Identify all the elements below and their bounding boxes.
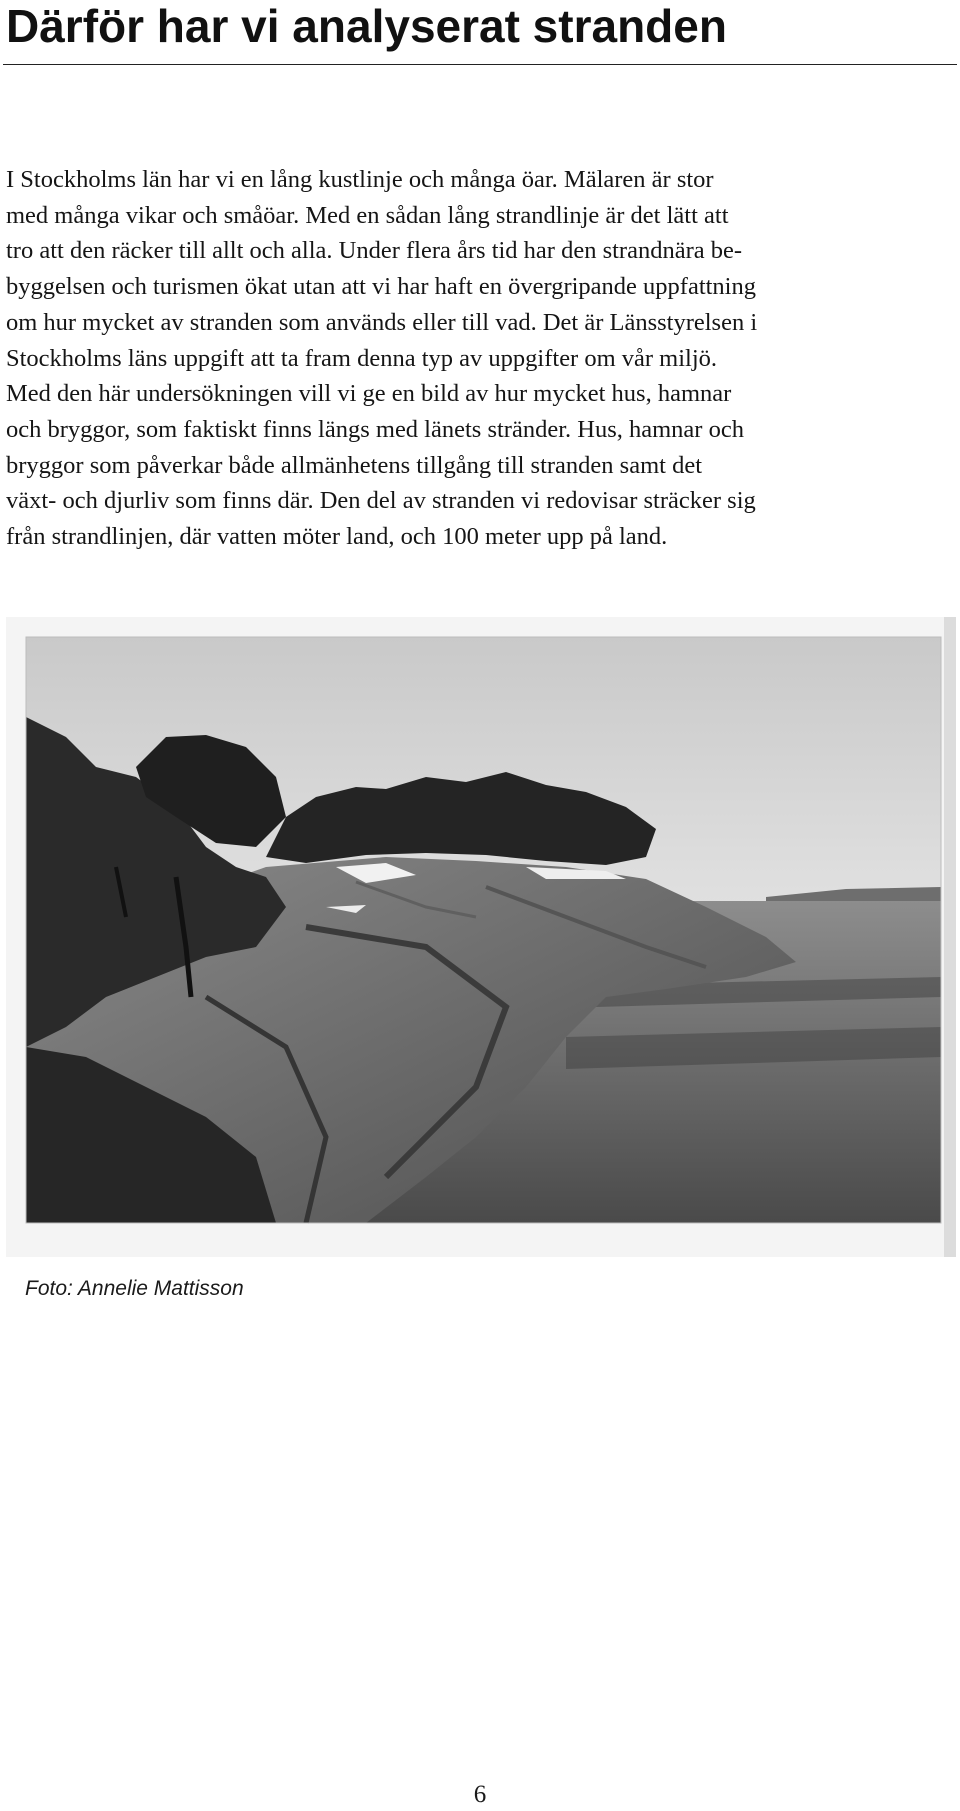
coastline-photo xyxy=(6,617,956,1257)
paragraph-line: byggelsen och turismen ökat utan att vi har haft en övergripande uppfattning xyxy=(6,273,756,301)
page-number: 6 xyxy=(473,1781,487,1808)
paragraph-line: från strandlinjen, där vatten möter land, och 100 meter upp på land. xyxy=(6,523,668,551)
paragraph-line: Stockholms läns uppgift att ta fram denna typ av uppgifter om vår miljö. xyxy=(6,344,718,372)
paragraph-line: bryggor som påverkar både allmänhetens tillgång till stranden samt det xyxy=(6,451,703,479)
paragraph-line: växt- och djurliv som finns där. Den del av stranden vi redovisar sträcker sig xyxy=(6,487,756,515)
page-title: Därför har vi analyserat stranden xyxy=(6,0,727,52)
photo-caption: Foto: Annelie Mattisson xyxy=(25,1277,244,1300)
title-rule xyxy=(3,64,957,65)
paragraph-line: tro att den räcker till allt och alla. Under flera års tid har den strandnära be- xyxy=(6,237,743,265)
paragraph-line: Med den här undersökningen vill vi ge en bild av hur mycket hus, hamnar xyxy=(6,380,732,408)
paragraph-line: om hur mycket av stranden som används eller till vad. Det är Länsstyrelsen i xyxy=(6,308,758,336)
body-paragraph xyxy=(6,162,960,555)
paragraph-line: och bryggor, som faktiskt finns längs med länets stränder. Hus, hamnar och xyxy=(6,415,744,443)
paragraph-line: I Stockholms län har vi en lång kustlinje och många öar. Mälaren är stor xyxy=(6,166,714,193)
paragraph-line: med många vikar och småöar. Med en sådan lång strandlinje är det lätt att xyxy=(6,201,729,229)
